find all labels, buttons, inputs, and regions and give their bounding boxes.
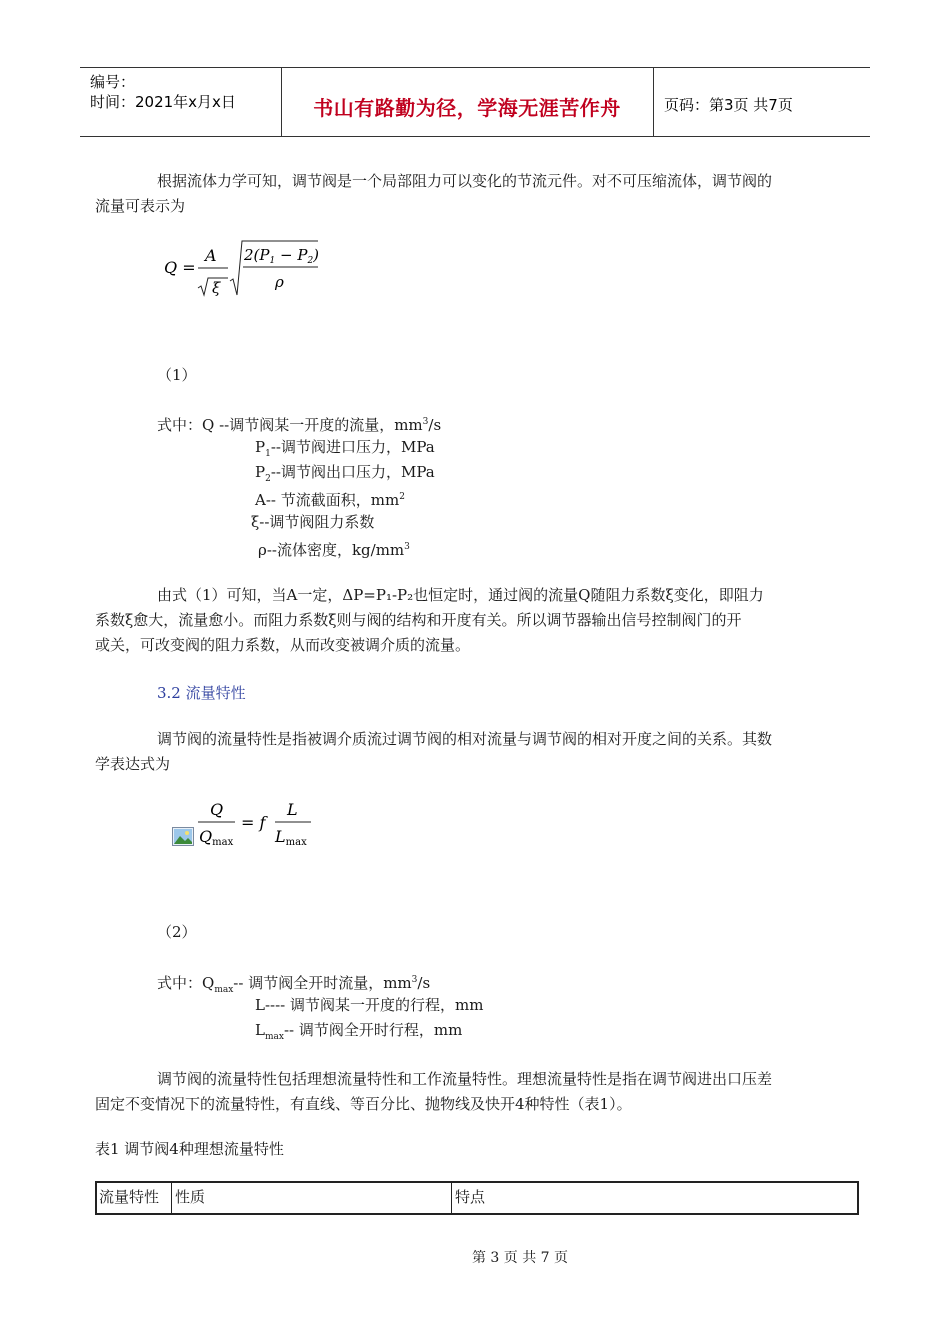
number-label: 编号： bbox=[90, 73, 136, 91]
para4-line1: 调节阀的流量特性包括理想流量特性和工作流量特性。理想流量特性是指在调节阀进出口压差 bbox=[157, 1070, 773, 1088]
where1-q-tail: /s bbox=[428, 416, 442, 434]
where1-xi: ξ--调节阀阻力系数 bbox=[251, 513, 375, 531]
table-header-cell: 流量特性 bbox=[99, 1188, 160, 1206]
para3-line2: 学表达式为 bbox=[95, 755, 171, 773]
where1-a bbox=[255, 485, 405, 513]
where2-lmax-a: L bbox=[255, 1021, 265, 1039]
para2-line2: 系数ξ愈大，流量愈小。而阻力系数ξ则与阀的结构和开度有关。所以调节器输出信号控制阀门的开 bbox=[95, 611, 742, 629]
header-center-cell bbox=[281, 68, 654, 136]
where2-qmax-sub: max bbox=[214, 985, 234, 995]
table-divider bbox=[171, 1183, 172, 1213]
where2-lmax-sub: max bbox=[264, 1032, 284, 1042]
slogan: 书山有路勤为径，学海无涯苦作舟 bbox=[313, 96, 621, 120]
section-heading: 3.2 流量特性 bbox=[157, 684, 246, 702]
formula-2 bbox=[195, 795, 325, 855]
table-header-cell: 特点 bbox=[455, 1188, 486, 1206]
where1-rho-text: ρ--流体密度，kg/mm bbox=[258, 541, 405, 559]
para4-line2: 固定不变情况下的流量特性，有直线、等百分比、抛物线及快开4种特性（表1）。 bbox=[95, 1095, 632, 1113]
flow-characteristics-table bbox=[95, 1181, 859, 1215]
where1-p2-b: --调节阀出口压力，MPa bbox=[270, 463, 435, 481]
formula1-num: A bbox=[205, 246, 217, 265]
formula1-lhs: Q = bbox=[164, 258, 196, 277]
where2-qmax-a: 式中：Q bbox=[157, 974, 215, 992]
where1-p2-a: P bbox=[255, 463, 266, 481]
para3-line1: 调节阀的流量特性是指被调介质流过调节阀的相对流量与调节阀的相对开度之间的关系。其数 bbox=[157, 730, 773, 748]
where2-qmax-tail: /s bbox=[417, 974, 431, 992]
where2-l: L---- 调节阀某一开度的行程，mm bbox=[255, 996, 484, 1014]
time-label: 时间：2021年x月x日 bbox=[90, 93, 236, 111]
where1-rho-sup: 3 bbox=[404, 542, 410, 552]
formula1-inner-den: ρ bbox=[275, 273, 284, 291]
header-left-cell bbox=[80, 68, 282, 136]
formula1-den: ξ bbox=[212, 279, 221, 297]
where2-qmax-b: -- 调节阀全开时流量，mm bbox=[233, 974, 412, 992]
where1-q-text: 式中：Q --调节阀某一开度的流量，mm bbox=[157, 416, 423, 434]
where2-lmax-b: -- 调节阀全开时行程，mm bbox=[283, 1021, 463, 1039]
where1-p2-sub: 2 bbox=[265, 474, 271, 484]
where1-p1-a: P bbox=[255, 438, 266, 456]
where1-a-text: A-- 节流截面积，mm bbox=[255, 491, 400, 509]
where1-rho bbox=[258, 535, 410, 563]
formula2-l: L bbox=[287, 800, 298, 819]
header-right-cell bbox=[654, 68, 870, 136]
para2-line3: 或关，可改变阀的阻力系数，从而改变被调介质的流量。 bbox=[95, 636, 471, 654]
page-label: 页码：第3页 共7页 bbox=[664, 96, 793, 114]
page-footer: 第 3 页 共 7 页 bbox=[471, 1250, 569, 1266]
para1-line1: 根据流体力学可知，调节阀是一个局部阻力可以变化的节流元件。对不可压缩流体，调节阀的 bbox=[157, 172, 773, 190]
table-divider bbox=[451, 1183, 452, 1213]
para2-line1: 由式（1）可知，当A一定，ΔP=P₁-P₂也恒定时，通过阀的流量Q随阻力系数ξ变化，即阻力 bbox=[157, 586, 764, 604]
where1-q-sup: 3 bbox=[422, 417, 429, 427]
where2-lmax bbox=[255, 1018, 462, 1050]
where1-p1-b: --调节阀进口压力，MPa bbox=[270, 438, 435, 456]
eq1-number: （1） bbox=[157, 366, 197, 384]
table-header-cell: 性质 bbox=[175, 1188, 206, 1206]
formula2-lmax: Lmax bbox=[275, 827, 307, 848]
where1-q bbox=[157, 410, 441, 438]
formula2-qmax: Qmax bbox=[199, 827, 234, 848]
page-header bbox=[80, 67, 870, 137]
image-placeholder-icon bbox=[172, 827, 194, 846]
where1-a-sup: 2 bbox=[399, 492, 405, 502]
para1-line2: 流量可表示为 bbox=[95, 197, 186, 215]
where1-p1-sub: 1 bbox=[265, 449, 271, 459]
formula1-inner-num: $2(P_1 - P_2)$ bbox=[244, 246, 320, 266]
formula2-eq: = f bbox=[241, 813, 266, 832]
formula-1 bbox=[160, 235, 330, 305]
eq2-number: （2） bbox=[157, 923, 197, 941]
table-caption: 表1 调节阀4种理想流量特性 bbox=[95, 1140, 284, 1158]
where2-qmax-sup: 3 bbox=[411, 975, 418, 985]
formula2-q: Q bbox=[210, 800, 224, 819]
